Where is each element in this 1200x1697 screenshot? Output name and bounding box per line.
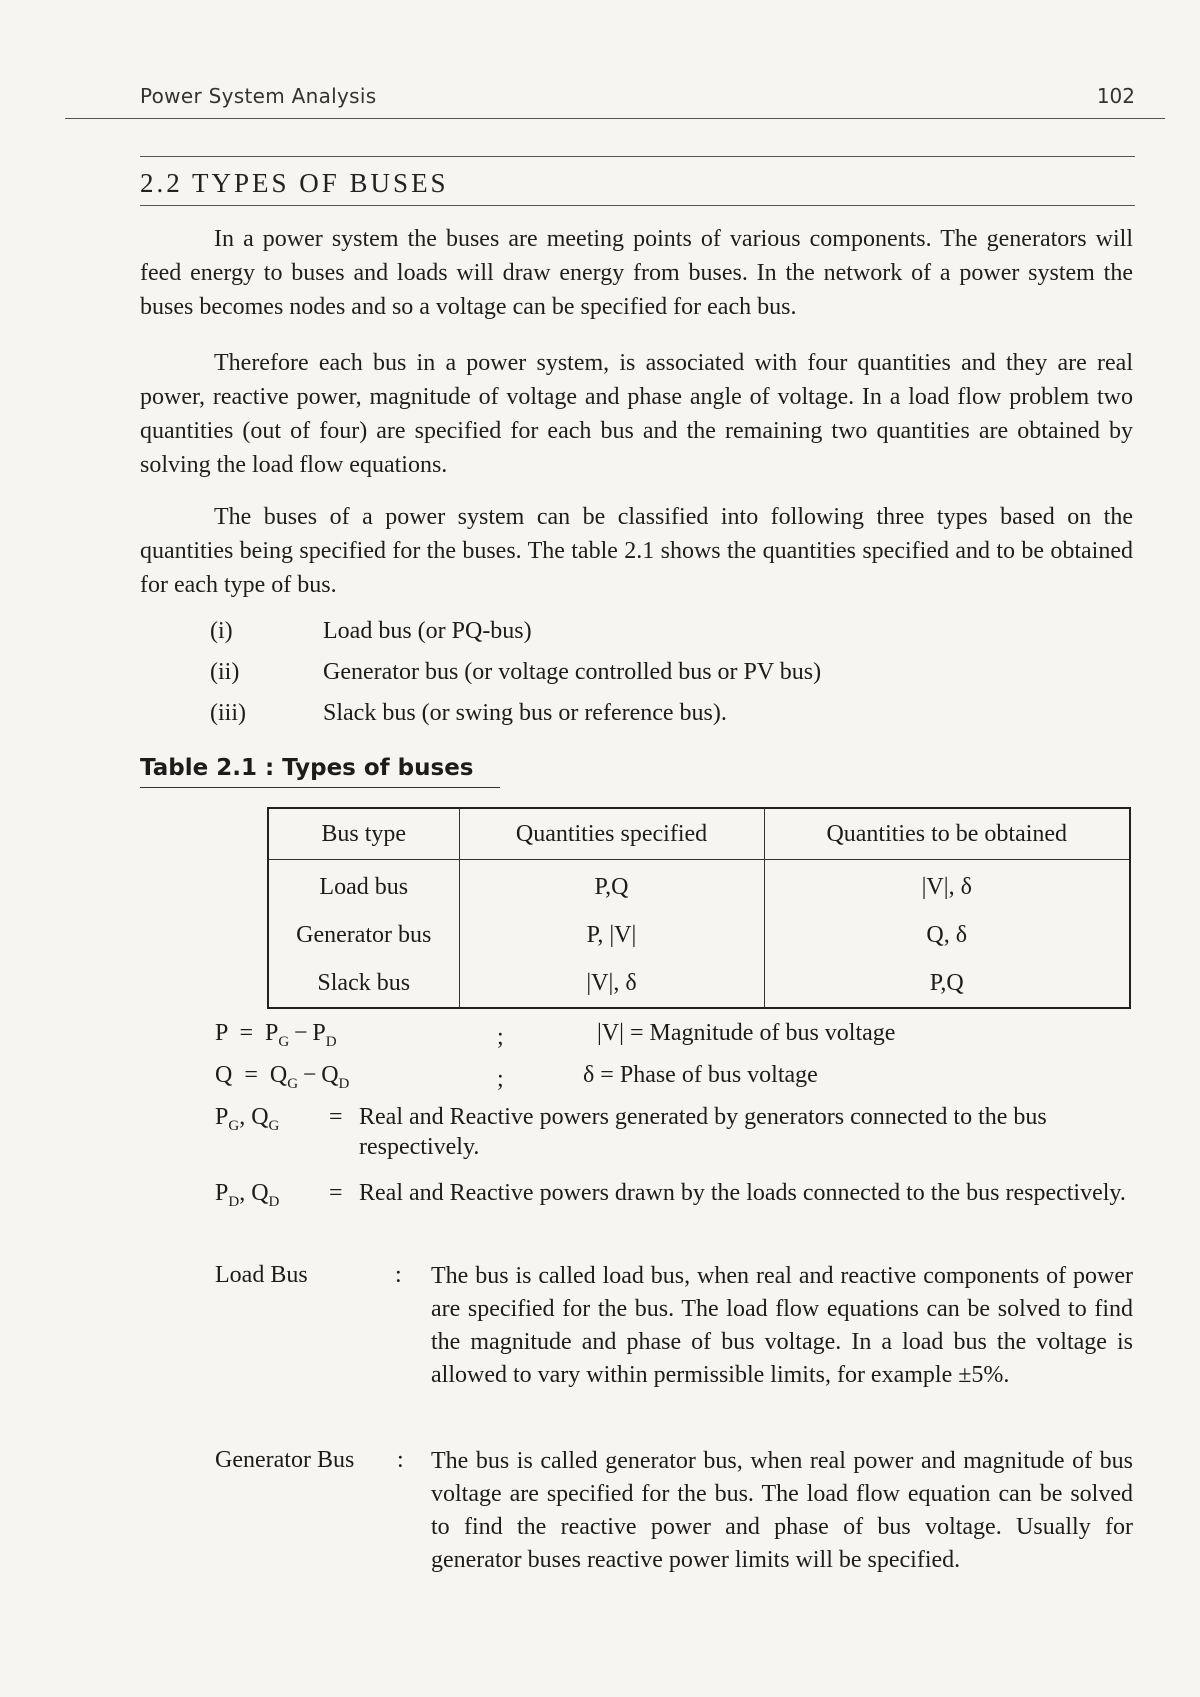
list-text: Load bus (or PQ-bus) [323, 618, 532, 644]
book-title: Power System Analysis [140, 84, 377, 108]
table-cell: |V|, δ [459, 959, 764, 1008]
header-quantities-specified: Quantities specified [459, 808, 764, 860]
subscript: D [338, 1075, 350, 1092]
eq-lhs: P [215, 1020, 228, 1046]
load-bus-description: The bus is called load bus, when real and reactive components of power are specified for the bus. The load flow equations can be solved to find the magnitude and phase of bus voltage. In a load bus the voltage is allowed to vary within permissible limits, for example ±5%. [431, 1263, 1133, 1388]
header-bus-type: Bus type [268, 808, 459, 860]
table-cell: Q, δ [764, 911, 1130, 959]
equation-p: $P = P_G - P_D$ [215, 1020, 337, 1050]
eq-lhs: Q [215, 1062, 233, 1088]
paragraph-3: The buses of a power system can be classified into following three types based on the quantities being specified for the buses. The table 2.1 shows the quantities specified and to be obtained for each type of bus. [140, 504, 1133, 598]
definition-v: |V| = Magnitude of bus voltage [597, 1020, 896, 1046]
subscript: G [287, 1075, 299, 1092]
definition-delta: δ = Phase of bus voltage [583, 1062, 818, 1088]
table-cell: |V|, δ [764, 860, 1130, 912]
equals-sign: = [329, 1104, 343, 1130]
list-number: (ii) [210, 659, 240, 685]
section-title: 2.2 TYPES OF BUSES [140, 168, 449, 198]
definition-pg-qg: Real and Reactive powers generated by generators connected to the bus respectively. [359, 1104, 1047, 1160]
table-cell: Load bus [268, 860, 459, 912]
table-header-row [268, 808, 1130, 860]
term-load-bus: Load Bus [215, 1262, 308, 1288]
generator-bus-description: The bus is called generator bus, when real power and magnitude of bus voltage are specified for the bus. The load flow equation can be solved to find the reactive power and phase of bus voltage. Usually for generator buses reactive power limits will be specified. [431, 1448, 1133, 1573]
paragraph-2: Therefore each bus in a power system, is associated with four quantities and they are real power, reactive power, magnitude of voltage and phase angle of voltage. In a load flow problem two quantities (out of four) are specified for each bus and the remaining two quantities are obtained by solving the load flow equations. [140, 350, 1133, 478]
paragraph-1: In a power system the buses are meeting points of various components. The generators will feed energy to buses and loads will draw energy from buses. In the network of a power system the buses becomes nodes and so a voltage can be specified for each bus. [140, 226, 1133, 320]
table-cell: Generator bus [268, 911, 459, 959]
header-quantities-obtained: Quantities to be obtained [764, 808, 1130, 860]
list-text: Generator bus (or voltage controlled bus or PV bus) [323, 659, 822, 685]
table-cell: Slack bus [268, 959, 459, 1008]
table-cell: P,Q [459, 860, 764, 912]
equation-q: $Q = Q_G - Q_D$ [215, 1062, 350, 1092]
table-row [268, 860, 1130, 912]
symbol-pd-qd: $P_D$, $Q_D$ [215, 1180, 280, 1210]
page-number: 102 [1096, 84, 1135, 108]
term-colon: : [397, 1447, 404, 1473]
section-rule-bottom [140, 205, 1135, 206]
symbol-pg-qg: $P_G$, $Q_G$ [215, 1104, 280, 1134]
table-caption: Table 2.1 : Types of buses [140, 755, 500, 788]
term-generator-bus: Generator Bus [215, 1447, 355, 1473]
section-rule-top [140, 156, 1135, 157]
running-header [140, 84, 1135, 114]
term-colon: : [395, 1262, 402, 1288]
equals-sign: = [329, 1180, 343, 1206]
bus-types-table [267, 807, 1131, 1009]
list-number: (i) [210, 618, 233, 644]
list-text: Slack bus (or swing bus or reference bus). [323, 700, 727, 726]
semicolon: ; [497, 1024, 504, 1050]
subscript: D [325, 1033, 337, 1050]
semicolon: ; [497, 1066, 504, 1092]
subscript: G [278, 1033, 290, 1050]
table-cell: P,Q [764, 959, 1130, 1008]
list-number: (iii) [210, 700, 246, 726]
table-cell: P, |V| [459, 911, 764, 959]
table-row [268, 959, 1130, 1008]
table-row [268, 911, 1130, 959]
header-rule [65, 118, 1165, 119]
definition-pd-qd: Real and Reactive powers drawn by the loads connected to the bus respectively. [359, 1180, 1126, 1206]
